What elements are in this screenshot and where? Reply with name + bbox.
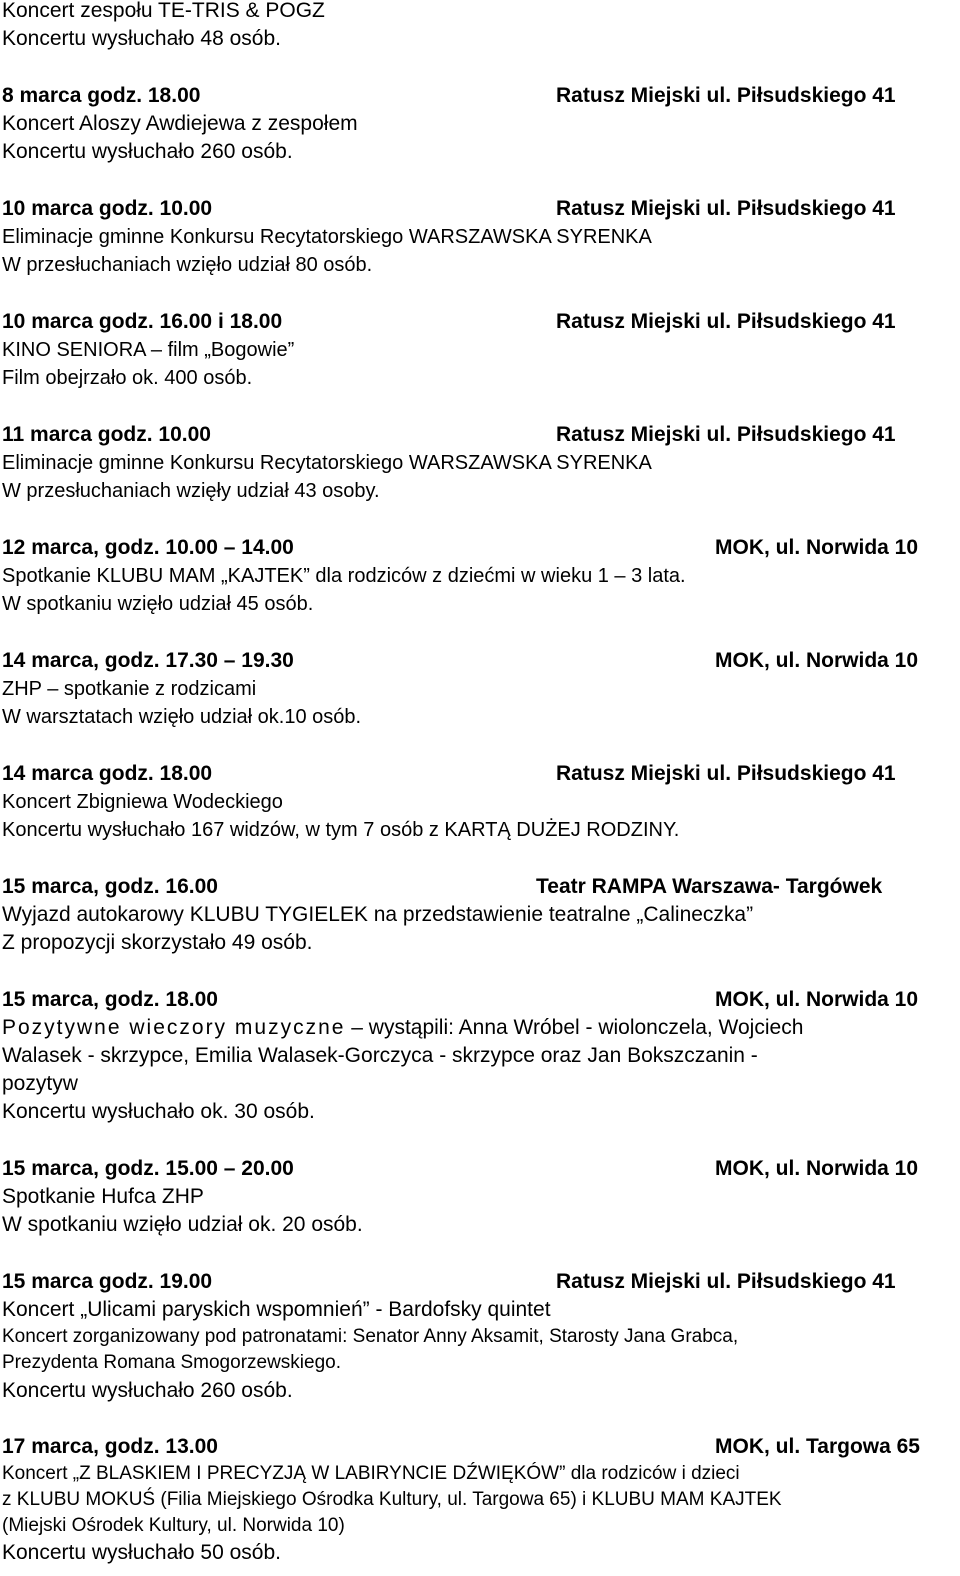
event-date: 11 marca godz. 10.00 <box>2 423 211 446</box>
event-place: MOK, ul. Norwida 10 <box>715 536 919 559</box>
event-date: 10 marca godz. 10.00 <box>2 197 213 220</box>
event-date: 12 marca, godz. 10.00 – 14.00 <box>2 536 294 559</box>
event-date: 15 marca, godz. 18.00 <box>2 988 218 1011</box>
event-place: Teatr RAMPA Warszawa- Targówek <box>536 875 883 898</box>
event-place: MOK, ul. Norwida 10 <box>715 649 919 672</box>
event-date: 14 marca, godz. 17.30 – 19.30 <box>2 649 294 672</box>
event-line: Koncert zespołu TE-TRIS & POGZ <box>2 0 325 22</box>
event-line: Spotkanie KLUBU MAM „KAJTEK” dla rodziców z dziećmi w wieku 1 – 3 lata. <box>2 565 686 587</box>
event-line: z KLUBU MOKUŚ (Filia Miejskiego Ośrodka Kultury, ul. Targowa 65) i KLUBU MAM KAJTEK <box>2 1489 782 1510</box>
event-date: 10 marca godz. 16.00 i 18.00 <box>2 310 283 333</box>
event-line: ZHP – spotkanie z rodzicami <box>2 678 257 700</box>
event-line <box>2 1014 952 1042</box>
event-date: 15 marca, godz. 16.00 <box>2 875 218 898</box>
event-line: KINO SENIORA – film „Bogowie” <box>2 339 295 361</box>
event-header <box>2 534 952 562</box>
event-line: Prezydenta Romana Smogorzewskiego. <box>2 1352 342 1373</box>
event-header <box>2 82 952 110</box>
event-line: W przesłuchaniach wzięły udział 43 osoby. <box>2 480 380 502</box>
event-line: Film obejrzało ok. 400 osób. <box>2 367 253 389</box>
event-line: Wyjazd autokarowy KLUBU TYGIELEK na przedstawienie teatralne „Calineczka” <box>2 903 754 926</box>
event-line: W przesłuchaniach wzięło udział 80 osób. <box>2 254 373 276</box>
event-date: 15 marca, godz. 15.00 – 20.00 <box>2 1157 294 1180</box>
event-date: 15 marca godz. 19.00 <box>2 1270 213 1293</box>
event-place: Ratusz Miejski ul. Piłsudskiego 41 <box>556 197 896 220</box>
event-line: Koncert Zbigniewa Wodeckiego <box>2 791 283 813</box>
event-line: Koncert „Z BLASKIEM I PRECYZJĄ W LABIRYNCIE DŹWIĘKÓW” dla rodziców i dzieci <box>2 1463 740 1484</box>
event-line: Spotkanie Hufca ZHP <box>2 1185 204 1208</box>
event-line: W spotkaniu wzięło udział 45 osób. <box>2 593 314 615</box>
event-line: Walasek - skrzypce, Emilia Walasek-Gorczyca - skrzypce oraz Jan Bokszczanin - <box>2 1044 758 1067</box>
event-series-title: Pozytywne wieczory muzyczne <box>2 1016 346 1039</box>
event-date: 8 marca godz. 18.00 <box>2 84 201 107</box>
event-place: MOK, ul. Norwida 10 <box>715 1157 919 1180</box>
event-place: Ratusz Miejski ul. Piłsudskiego 41 <box>556 423 896 446</box>
event-header <box>2 421 952 449</box>
event-line: Koncert Aloszy Awdiejewa z zespołem <box>2 112 358 135</box>
event-header <box>2 1155 952 1183</box>
event-line: Koncertu wysłuchało 48 osób. <box>2 27 281 50</box>
event-date: 14 marca godz. 18.00 <box>2 762 213 785</box>
event-line: Koncertu wysłuchało 167 widzów, w tym 7 osób z KARTĄ DUŻEJ RODZINY. <box>2 819 680 841</box>
event-line: W warsztatach wzięło udział ok.10 osób. <box>2 706 362 728</box>
event-header <box>2 308 952 336</box>
event-header <box>2 195 952 223</box>
event-line: Koncertu wysłuchało 260 osób. <box>2 1379 293 1402</box>
event-line: Eliminacje gminne Konkursu Recytatorskiego WARSZAWSKA SYRENKA <box>2 226 652 248</box>
event-place: Ratusz Miejski ul. Piłsudskiego 41 <box>556 762 896 785</box>
event-header <box>2 647 952 675</box>
event-line: Eliminacje gminne Konkursu Recytatorskiego WARSZAWSKA SYRENKA <box>2 452 652 474</box>
event-place: Ratusz Miejski ul. Piłsudskiego 41 <box>556 84 896 107</box>
event-line: Z propozycji skorzystało 49 osób. <box>2 931 313 954</box>
event-line: Koncertu wysłuchało 50 osób. <box>2 1541 281 1564</box>
event-line: Koncert „Ulicami paryskich wspomnień” - Bardofsky quintet <box>2 1298 551 1321</box>
event-header <box>2 1433 952 1461</box>
event-header <box>2 760 952 788</box>
event-line: Koncertu wysłuchało 260 osób. <box>2 140 293 163</box>
event-line: (Miejski Ośrodek Kultury, ul. Norwida 10) <box>2 1515 345 1536</box>
event-header <box>2 873 952 901</box>
event-line: Koncert zorganizowany pod patronatami: Senator Anny Aksamit, Starosty Jana Grabca, <box>2 1326 739 1347</box>
event-date: 17 marca, godz. 13.00 <box>2 1435 218 1458</box>
event-line: pozytyw <box>2 1072 78 1095</box>
event-place: Ratusz Miejski ul. Piłsudskiego 41 <box>556 310 896 333</box>
event-header <box>2 1268 952 1296</box>
event-place: Ratusz Miejski ul. Piłsudskiego 41 <box>556 1270 896 1293</box>
event-place: MOK, ul. Norwida 10 <box>715 988 919 1011</box>
event-line: W spotkaniu wzięło udział ok. 20 osób. <box>2 1213 363 1236</box>
event-line-rest: – wystąpili: Anna Wróbel - wiolonczela, Wojciech <box>345 1016 804 1039</box>
event-line: Koncertu wysłuchało ok. 30 osób. <box>2 1100 315 1123</box>
event-place: MOK, ul. Targowa 65 <box>715 1435 920 1458</box>
event-header <box>2 986 952 1014</box>
